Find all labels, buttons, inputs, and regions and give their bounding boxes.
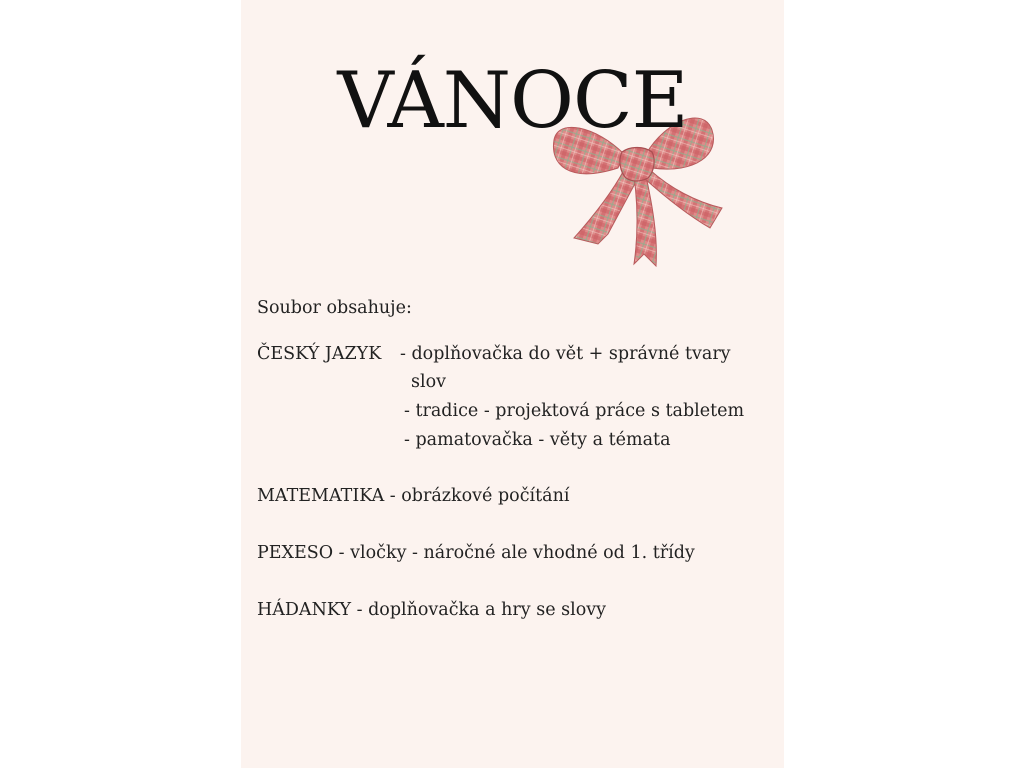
subject-cesky-jazyk: ČESKÝ JAZYK xyxy=(257,344,382,364)
document-page xyxy=(241,0,784,768)
cesky-jazyk-item-2: - tradice - projektová práce s tabletem xyxy=(404,401,745,421)
subject-hadanky: HÁDANKY - doplňovačka a hry se slovy xyxy=(257,600,607,620)
intro-text: Soubor obsahuje: xyxy=(257,298,412,318)
subject-matematika: MATEMATIKA - obrázkové počítání xyxy=(257,486,570,506)
cesky-jazyk-item-1-continued: slov xyxy=(411,372,446,392)
cesky-jazyk-item-3: - pamatovačka - věty a témata xyxy=(404,430,671,450)
cesky-jazyk-item-1: - doplňovačka do vět + správné tvary xyxy=(400,344,731,364)
page-title: VÁNOCE xyxy=(337,56,688,146)
subject-pexeso: PEXESO - vločky - náročné ale vhodné od 1. třídy xyxy=(257,543,695,563)
